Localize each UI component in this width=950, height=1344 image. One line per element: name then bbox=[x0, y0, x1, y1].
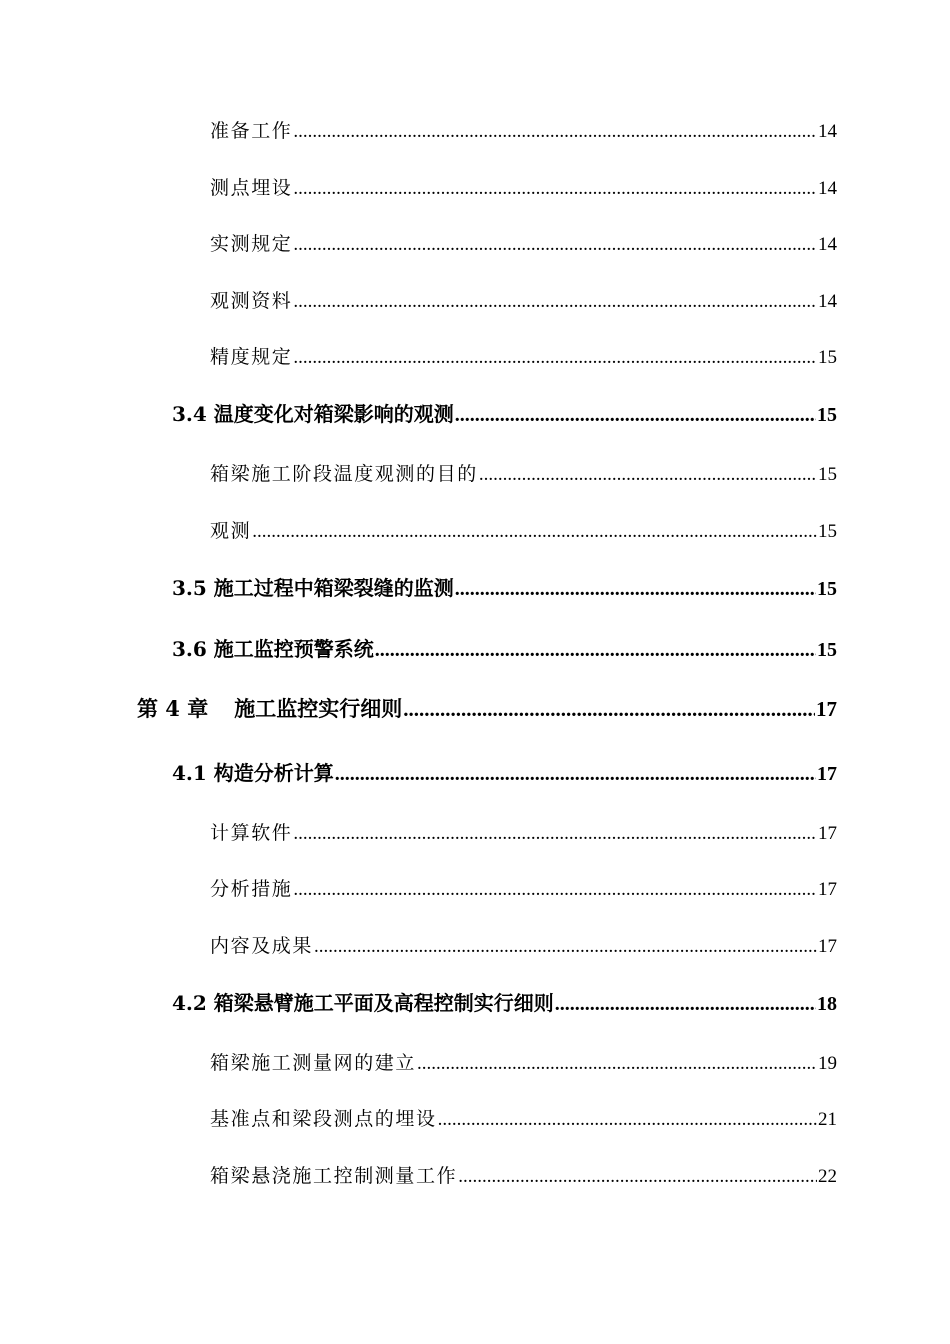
toc-leader-dots bbox=[293, 823, 817, 845]
toc-leader-dots bbox=[314, 936, 817, 958]
toc-entry[interactable] bbox=[210, 931, 837, 958]
toc-page-number: 15 bbox=[818, 464, 837, 485]
toc-page-number: 15 bbox=[817, 578, 837, 600]
toc-entry-title: 基准点和梁段测点的埋设 bbox=[210, 1108, 437, 1130]
toc-page-number: 15 bbox=[818, 347, 837, 368]
toc-leader-dots bbox=[455, 404, 816, 427]
toc-section-title: 3.6 施工监控预警系统 bbox=[172, 637, 374, 661]
toc-entry[interactable] bbox=[210, 818, 837, 845]
toc-entry[interactable] bbox=[210, 874, 837, 901]
toc-entry[interactable] bbox=[210, 286, 837, 313]
toc-entry-title: 箱梁施工测量网的建立 bbox=[210, 1052, 417, 1074]
toc-section-entry[interactable] bbox=[172, 572, 837, 601]
toc-entry-title: 内容及成果 bbox=[210, 935, 314, 957]
toc-page-number: 14 bbox=[818, 291, 837, 312]
toc-entry-title: 实测规定 bbox=[210, 233, 293, 255]
toc-leader-dots bbox=[479, 464, 817, 486]
toc-leader-dots bbox=[293, 347, 817, 369]
toc-page-number: 15 bbox=[818, 521, 837, 542]
toc-entry[interactable] bbox=[210, 1104, 837, 1131]
toc-entry-title: 箱梁悬浇施工控制测量工作 bbox=[210, 1165, 458, 1187]
toc-leader-dots bbox=[458, 1166, 817, 1188]
toc-section-entry[interactable] bbox=[172, 398, 837, 427]
toc-leader-dots bbox=[293, 879, 817, 901]
toc-entry-title: 精度规定 bbox=[210, 346, 293, 368]
toc-chapter-heading bbox=[137, 693, 402, 723]
toc-page-number: 17 bbox=[818, 879, 837, 900]
toc-entry-title: 准备工作 bbox=[210, 120, 293, 142]
toc-entry-title: 计算软件 bbox=[210, 822, 293, 844]
chapter-number: 第 4 章 bbox=[137, 696, 209, 721]
toc-entry-title: 测点埋设 bbox=[210, 177, 293, 199]
toc-page-number: 17 bbox=[818, 936, 837, 957]
toc-leader-dots bbox=[438, 1109, 817, 1131]
toc-entry[interactable] bbox=[210, 1161, 837, 1188]
toc-page-number: 14 bbox=[818, 121, 837, 142]
toc-leader-dots bbox=[252, 521, 817, 543]
toc-page-number: 22 bbox=[818, 1166, 837, 1187]
toc-page-number: 21 bbox=[818, 1109, 837, 1130]
toc-section-title: 4.1 构造分析计算 bbox=[172, 761, 334, 785]
toc-entry[interactable] bbox=[210, 342, 837, 369]
toc-section-entry[interactable] bbox=[172, 757, 837, 786]
toc-leader-dots bbox=[293, 178, 817, 200]
toc-page-number: 15 bbox=[817, 639, 837, 661]
toc-entry-title: 观测资料 bbox=[210, 290, 293, 312]
toc-entry[interactable] bbox=[210, 173, 837, 200]
toc-leader-dots bbox=[555, 993, 816, 1016]
toc-section-title: 3.5 施工过程中箱梁裂缝的监测 bbox=[172, 576, 454, 600]
toc-page-number: 18 bbox=[817, 993, 837, 1015]
toc-leader-dots bbox=[293, 121, 817, 143]
toc-page-number: 17 bbox=[817, 763, 837, 785]
toc-entry[interactable] bbox=[210, 1048, 837, 1075]
toc-section-title: 4.2 箱梁悬臂施工平面及高程控制实行细则 bbox=[172, 991, 554, 1015]
toc-page-number: 17 bbox=[816, 697, 837, 721]
toc-entry[interactable] bbox=[210, 116, 837, 143]
toc-page-number: 17 bbox=[818, 823, 837, 844]
toc-leader-dots bbox=[293, 291, 817, 313]
toc-leader-dots bbox=[455, 578, 816, 601]
toc-chapter-entry[interactable] bbox=[137, 693, 837, 723]
toc-page-number: 19 bbox=[818, 1053, 837, 1074]
toc-leader-dots bbox=[293, 234, 817, 256]
toc-entry-title: 观测 bbox=[210, 520, 252, 542]
toc-entry-title: 分析措施 bbox=[210, 878, 293, 900]
toc-entry-title: 箱梁施工阶段温度观测的目的 bbox=[210, 463, 478, 485]
chapter-title: 施工监控实行细则 bbox=[234, 696, 403, 721]
toc-section-entry[interactable] bbox=[172, 987, 837, 1016]
toc-section-title: 3.4 温度变化对箱梁影响的观测 bbox=[172, 402, 454, 426]
toc-entry[interactable] bbox=[210, 516, 837, 543]
toc-entry[interactable] bbox=[210, 459, 837, 486]
toc-entry[interactable] bbox=[210, 229, 837, 256]
toc-leader-dots bbox=[375, 639, 816, 662]
toc-leader-dots bbox=[335, 763, 816, 786]
toc-leader-dots bbox=[403, 697, 815, 722]
toc-page-number: 14 bbox=[818, 234, 837, 255]
toc-leader-dots bbox=[417, 1053, 817, 1075]
toc-section-entry[interactable] bbox=[172, 633, 837, 662]
toc-page-number: 14 bbox=[818, 178, 837, 199]
toc-page-number: 15 bbox=[817, 404, 837, 426]
